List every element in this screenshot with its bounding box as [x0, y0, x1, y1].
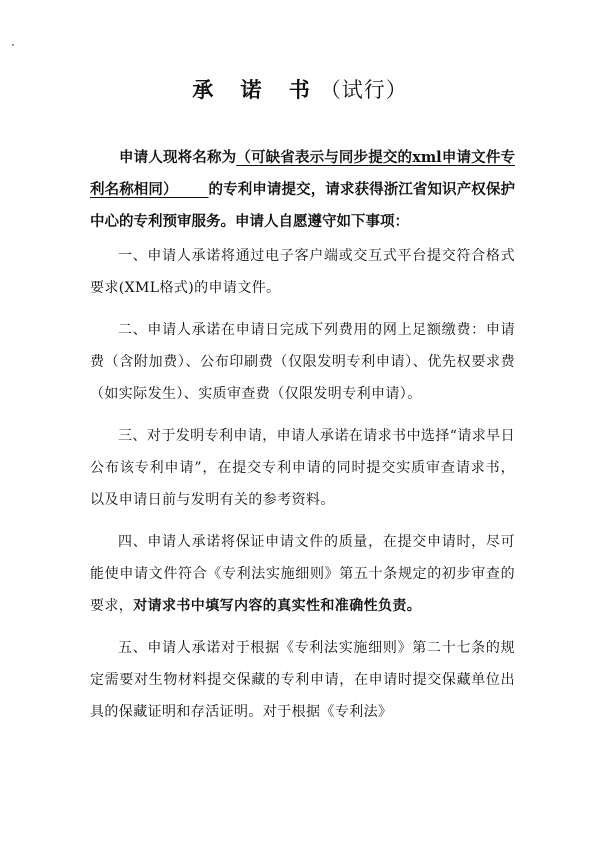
document-title [0, 74, 600, 104]
intro-lead: 申请人现将名称为 [119, 149, 237, 166]
item-3-text: 三、对于发明专利申请，申请人承诺在请求书中选择“请求早日公布该专利申请”，在提交专利申请的同时提交实质审查请求书，以及申请日前与发明有关的参考资料。 [90, 428, 515, 508]
intro-paragraph [90, 142, 515, 238]
item-1 [90, 240, 515, 304]
scan-speck [12, 44, 14, 46]
item-1-text: 一、申请人承诺将通过电子客户端或交互式平台提交符合格式要求(XML格式)的申请文件。 [90, 248, 515, 296]
item-5-text: 五、申请人承诺对于根据《专利法实施细则》第二十七条的规定需要对生物材料提交保藏的专利申请，在申请时提交保藏单位出具的保藏证明和存活证明。对于根据《专利法》 [90, 640, 515, 720]
intro-underline-tail [178, 181, 209, 198]
item-4 [90, 526, 515, 622]
title-main: 承 诺 书 [192, 77, 320, 102]
intro-rest: 的专利申请提交，请求获得浙江省知识产权保护中心的专利预审服务。申请人自愿遵守如下事项： [90, 181, 516, 230]
document-body [90, 142, 515, 738]
item-2-text: 二、申请人承诺在申请日完成下列费用的网上足额缴费：申请费（含附加费）、公布印刷费（仅限发明专利申请）、优先权要求费（如实际发生）、实质审查费（仅限发明专利申请）。 [90, 322, 515, 402]
item-5 [90, 632, 515, 728]
intro-patent-name: （可缺省表示与同步提交的xml申请文件专利名称相同） [90, 149, 515, 198]
item-2 [90, 314, 515, 410]
title-subtitle: （试行） [319, 78, 408, 102]
item-3 [90, 420, 515, 516]
item-4-text: 四、申请人承诺将保证申请文件的质量，在提交申请时，尽可能使申请文件符合《专利法实施细则》第五十条规定的初步审查的要求， [90, 534, 515, 614]
item-4-bold-text: 对请求书中填写内容的真实性和准确性负责。 [133, 598, 422, 614]
